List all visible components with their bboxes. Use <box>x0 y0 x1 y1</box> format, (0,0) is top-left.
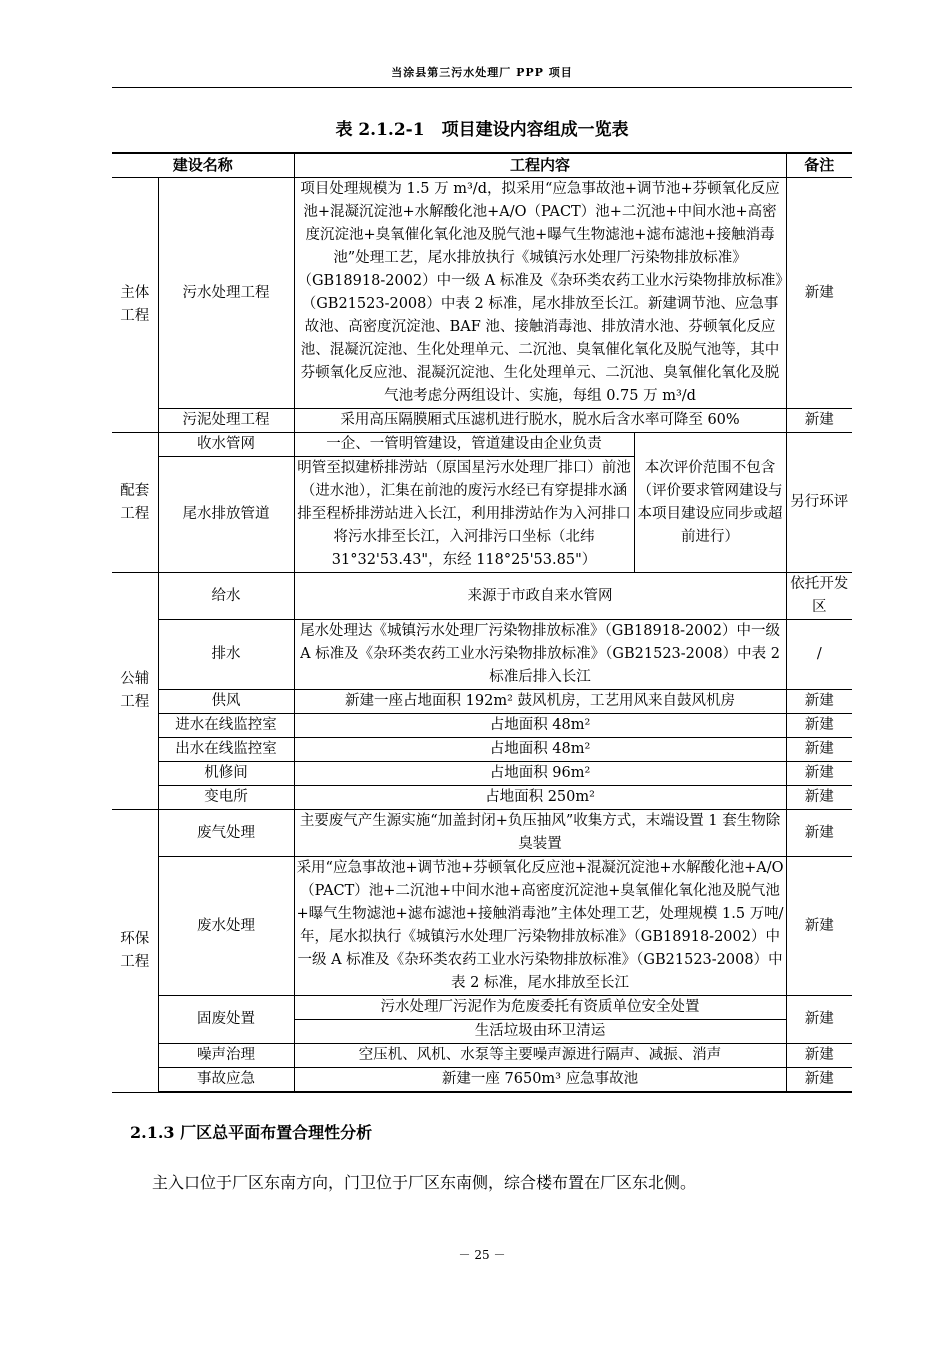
row-content: 新建一座 7650m³ 应急事故池 <box>294 1068 786 1093</box>
section-paragraph: 主入口位于厂区东南方向，门卫位于厂区东南侧，综合楼布置在厂区东北侧。 <box>152 1173 697 1192</box>
table-row <box>112 620 852 690</box>
table-row <box>112 996 852 1020</box>
row-content: 一企、一管明管建设，管道建设由企业负责 <box>294 433 634 457</box>
row-name: 污水处理工程 <box>158 178 294 409</box>
row-name: 排水 <box>158 620 294 690</box>
row-content: 主要废气产生源实施“加盖封闭+负压抽风”收集方式，末端设置 1 套生物除臭装置 <box>294 810 786 857</box>
table-row <box>112 178 852 409</box>
row-name: 固废处置 <box>158 996 294 1044</box>
col-header-name: 建设名称 <box>112 153 294 178</box>
row-content: 明管至拟建桥排涝站（原国星污水处理厂排口）前池（进水池），汇集在前池的废污水经已有穿提排水涵排至程桥排涝站进入长江，利用排涝站作为入河排口将污水排至长江，入河排污口坐标（北纬 31°32'53.43"，东经 118°25'53.85"） <box>294 457 634 573</box>
table-row <box>112 433 852 457</box>
row-note: 新建 <box>786 786 852 810</box>
row-content: 新建一座占地面积 192m² 鼓风机房，工艺用风来自鼓风机房 <box>294 690 786 714</box>
row-content: 项目处理规模为 1.5 万 m³/d，拟采用“应急事故池+调节池+芬顿氧化反应池+混凝沉淀池+水解酸化池+A/O（PACT）池+二沉池+中间水池+高密度沉淀池+臭氧催化氧化池及脱气池+曝气生物滤池+滤布滤池+接触消毒池”处理工艺，尾水排放执行《城镇污水处理厂污染物排放标准》（GB18918-2002）中一级 A 标准及《杂环类农药工业水污染物排放标准》（GB21523-2008）中表 2 标准，尾水排放至长江。新建调节池、应急事故池、高密度沉淀池、BAF 池、接触消毒池、排放清水池、芬顿氧化反应池、混凝沉淀池、生化处理单元、二沉池、臭氧催化氧化及脱气池等，其中芬顿氧化反应池、混凝沉淀池、生化处理单元、二沉池、臭氧催化氧化及脱气池考虑分两组设计、实施，每组 0.75 万 m³/d <box>294 178 786 409</box>
row-name: 收水管网 <box>158 433 294 457</box>
table-row <box>112 786 852 810</box>
page-number: － 25 － <box>458 1248 506 1262</box>
row-note: 新建 <box>786 178 852 409</box>
row-name: 污泥处理工程 <box>158 409 294 433</box>
support-scope-cell: 本次评价范围不包含（评价要求管网建设与本项目建设应同步或超前进行） <box>634 433 786 573</box>
row-note: 新建 <box>786 738 852 762</box>
row-content: 采用高压隔膜厢式压滤机进行脱水，脱水后含水率可降至 60% <box>294 409 786 433</box>
table-row <box>112 1068 852 1093</box>
row-content: 污水处理厂污泥作为危废委托有资质单位安全处置 <box>294 996 786 1020</box>
row-name: 噪声治理 <box>158 1044 294 1068</box>
row-note: 依托开发区 <box>786 573 852 620</box>
table-row <box>112 714 852 738</box>
row-note: 新建 <box>786 810 852 857</box>
row-content: 占地面积 48m² <box>294 714 786 738</box>
table-row <box>112 810 852 857</box>
row-content: 占地面积 250m² <box>294 786 786 810</box>
group-label-main: 主体工程 <box>112 178 158 433</box>
row-name: 废气处理 <box>158 810 294 857</box>
row-content: 尾水处理达《城镇污水处理厂污染物排放标准》（GB18918-2002）中一级 A 标准及《杂环类农药工业水污染物排放标准》（GB21523-2008）中表 2 标准后排入长江 <box>294 620 786 690</box>
table-title: 表 2.1.2-1 项目建设内容组成一览表 <box>335 120 629 140</box>
row-name: 尾水排放管道 <box>158 457 294 573</box>
table-row <box>112 738 852 762</box>
row-content: 采用“应急事故池+调节池+芬顿氧化反应池+混凝沉淀池+水解酸化池+A/O（PACT）池+二沉池+中间水池+高密度沉淀池+臭氧催化氧化池及脱气池+曝气生物滤池+滤布滤池+接触消毒池”主体处理工艺，处理规模 1.5 万吨/年，尾水拟执行《城镇污水处理厂污染物排放标准》（GB18918-2002）中一级 A 标准及《杂环类农药工业水污染物排放标准》（GB21523-2008）中表 2 标准，尾水排放至长江 <box>294 857 786 996</box>
row-content: 占地面积 96m² <box>294 762 786 786</box>
row-note: 另行环评 <box>786 433 852 573</box>
row-note: 新建 <box>786 1044 852 1068</box>
group-label-support: 配套工程 <box>112 433 158 573</box>
row-name: 进水在线监控室 <box>158 714 294 738</box>
row-content: 占地面积 48m² <box>294 738 786 762</box>
row-name: 变电所 <box>158 786 294 810</box>
table-row <box>112 409 852 433</box>
row-name: 出水在线监控室 <box>158 738 294 762</box>
group-label-public: 公辅工程 <box>112 573 158 810</box>
row-content: 生活垃圾由环卫清运 <box>294 1020 786 1044</box>
table-row <box>112 1044 852 1068</box>
row-name: 废水处理 <box>158 857 294 996</box>
row-note: / <box>786 620 852 690</box>
row-content: 空压机、风机、水泵等主要噪声源进行隔声、减振、消声 <box>294 1044 786 1068</box>
table-row <box>112 573 852 620</box>
header-rule <box>112 87 852 88</box>
table-row <box>112 762 852 786</box>
col-header-note: 备注 <box>786 153 852 178</box>
row-note: 新建 <box>786 409 852 433</box>
row-name: 给水 <box>158 573 294 620</box>
row-name: 机修间 <box>158 762 294 786</box>
col-header-content: 工程内容 <box>294 153 786 178</box>
group-label-env: 环保工程 <box>112 810 158 1093</box>
table-row <box>112 690 852 714</box>
row-content: 来源于市政自来水管网 <box>294 573 786 620</box>
row-name: 事故应急 <box>158 1068 294 1093</box>
row-name: 供风 <box>158 690 294 714</box>
row-note: 新建 <box>786 762 852 786</box>
row-note: 新建 <box>786 996 852 1044</box>
section-heading: 2.1.3 厂区总平面布置合理性分析 <box>130 1123 373 1142</box>
table-header-row <box>112 153 852 178</box>
row-note: 新建 <box>786 714 852 738</box>
row-note: 新建 <box>786 1068 852 1093</box>
construction-content-table <box>112 152 852 1093</box>
row-note: 新建 <box>786 690 852 714</box>
table-row <box>112 857 852 996</box>
running-header: 当涂县第三污水处理厂 PPP 项目 <box>391 66 573 79</box>
row-note: 新建 <box>786 857 852 996</box>
